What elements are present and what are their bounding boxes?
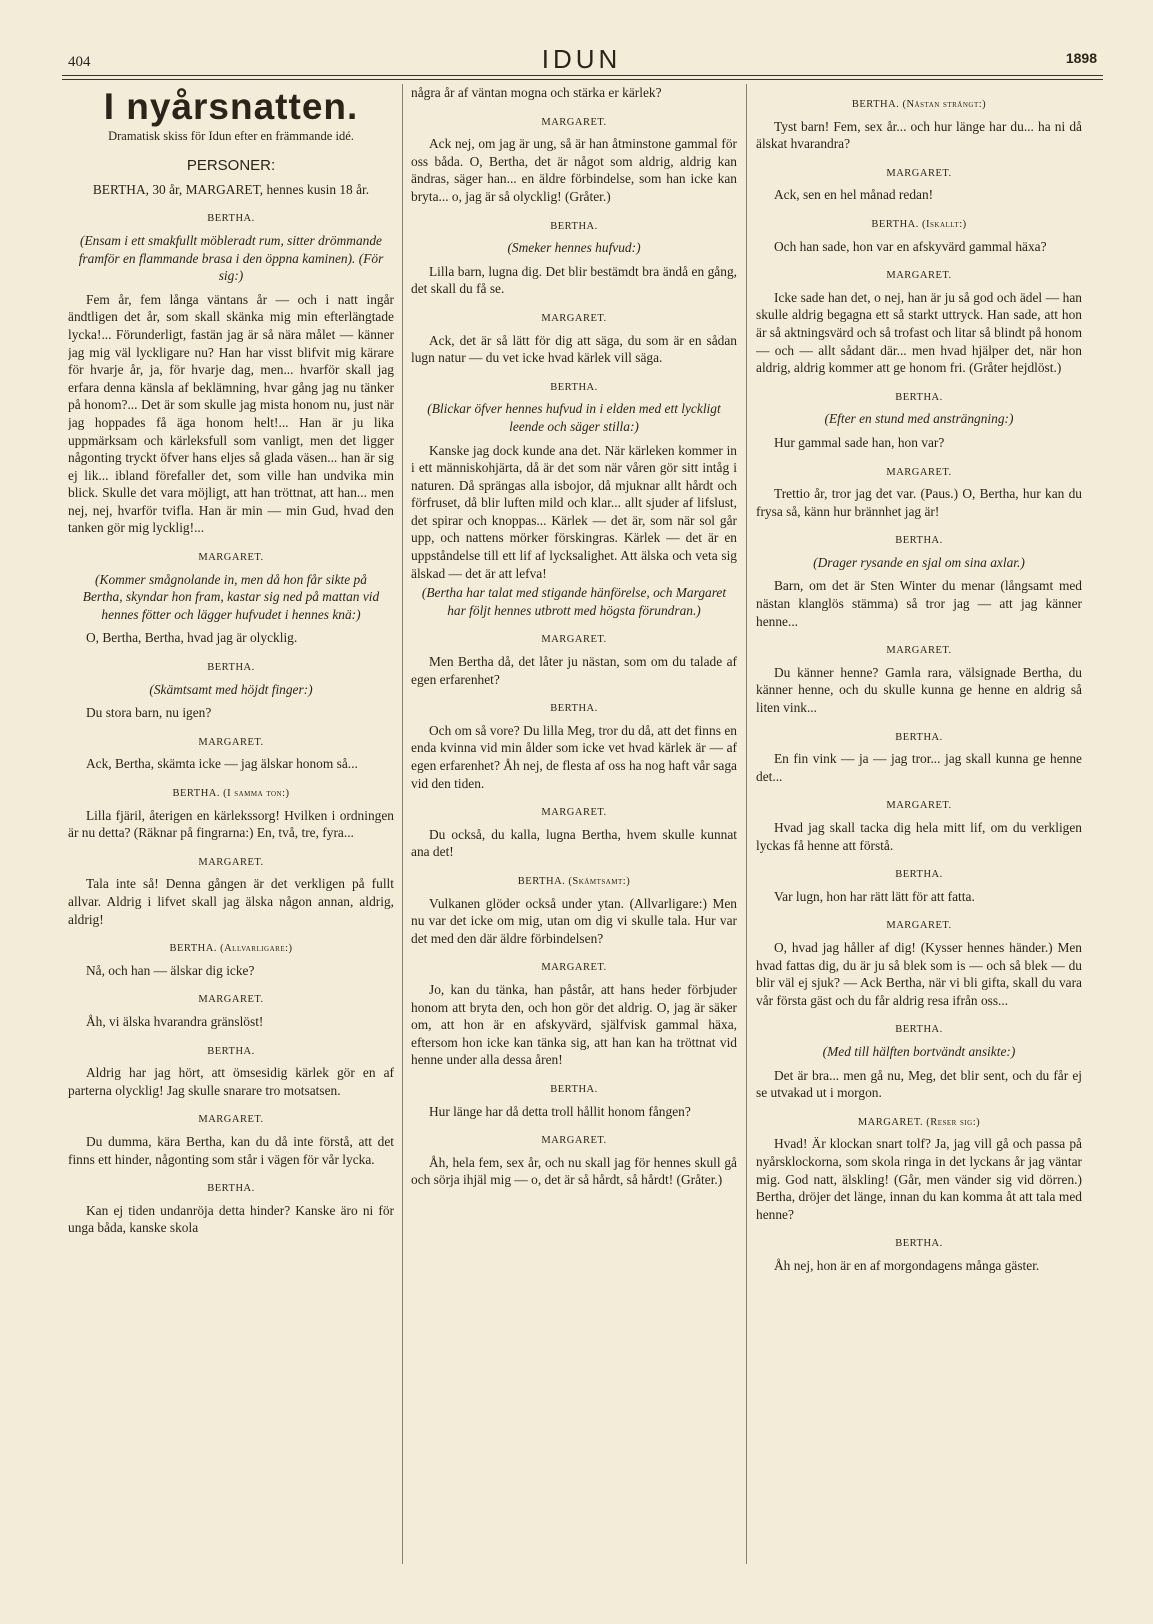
dialogue-paragraph: Tyst barn! Fem, sex år... och hur länge har du... ha ni då älskat hvarandra? bbox=[756, 118, 1082, 152]
speaker-label: MARGARET. bbox=[541, 312, 607, 324]
dialogue-paragraph: O, Bertha, Bertha, hvad jag är olycklig. bbox=[86, 630, 298, 646]
dialogue-paragraph: Trettio år, tror jag det var. (Paus.) O, Bertha, hur kan du frysa så, känn hur brännhet jag är! bbox=[756, 486, 1082, 519]
dialogue-paragraph: Hvad! Är klockan snart tolf? Ja, jag vill gå och passa på nyårsklockorna, som skola ringa in det lyckans år jag väntar mig. God natt, älskling! (Går, men vänder sig vid dörren.) Bertha, dröjer det länge, innan du kan komma åt att tala med henne? bbox=[756, 1136, 1082, 1222]
issue-year: 1898 bbox=[1065, 50, 1097, 66]
dialogue-paragraph: Tala inte så! Denna gången är det verkligen på fullt allvar. Aldrig i lifvet skall jag älska någon annan, aldrig, aldrig! bbox=[68, 876, 394, 927]
speaker-label: BERTHA. bbox=[895, 1238, 943, 1250]
speaker-label: BERTHA. bbox=[895, 731, 943, 743]
dialogue-paragraph: Kan ej tiden undanröja detta hinder? Kanske äro ni för unga båda, kanske skola bbox=[68, 1202, 394, 1236]
dialogue-paragraph: Ack nej, om jag är ung, så är han åtminstone gammal för oss båda. O, Bertha, det är något som aldrig, aldrig kan ändras, säger han... en äldre förbindelse, som han icke kan bryta... o, jag är så olycklig! (Gråter.) bbox=[411, 136, 737, 204]
dialogue-paragraph: Hur länge har då detta troll hållit honom fången? bbox=[429, 1103, 691, 1119]
column-1 bbox=[68, 84, 394, 1564]
dialogue-paragraph: Ack, det är så lätt för dig att säga, du som är en sådan lugn natur — du vet icke hvad kärlek vill säga. bbox=[411, 332, 737, 366]
dialogue-paragraph: Hur gammal sade han, hon var? bbox=[774, 434, 945, 450]
speaker-label: MARGARET. bbox=[541, 634, 607, 646]
speaker-label: MARGARET. bbox=[886, 167, 952, 179]
page-number: 404 bbox=[68, 54, 91, 70]
speaker-label: BERTHA. bbox=[207, 213, 255, 225]
dialogue-paragraph: Vulkanen glöder också under ytan. (Allvarligare:) Men nu var det icke om mig, utan om dig vi skulle tala. Hur var det med den där äldre förbindelsen? bbox=[411, 895, 737, 946]
speaker-label: MARGARET. (Reser sig:) bbox=[857, 1116, 981, 1128]
dialogue-paragraph: Nå, och han — älskar dig icke? bbox=[86, 962, 255, 978]
cast-list: BERTHA, 30 år, MARGARET, hennes kusin 18 år. bbox=[92, 181, 370, 197]
dialogue-paragraph: Åh, vi älska hvarandra gränslöst! bbox=[86, 1013, 264, 1029]
speaker-label: MARGARET. bbox=[541, 1135, 607, 1147]
dialogue-paragraph: Och han sade, hon var en afskyvärd gammal häxa? bbox=[774, 238, 1047, 254]
article-title: I nyårsnatten. bbox=[103, 86, 359, 127]
speaker-label: BERTHA. (Skämtsamt:) bbox=[517, 875, 631, 887]
dialogue-paragraph: Du stora barn, nu igen? bbox=[86, 705, 212, 721]
dialogue-paragraph: Icke sade han det, o nej, han är ju så god och ädel — han skulle aldrig begagna ett så starkt uttryck. Han sade, att hon är så aktningsvärd och så trofast och litar så blindt på honom — och — allt sådant där... men hvad hjälper det, när hon aldrig, aldrig kommer att ge honom fri. (Gråter hejdlöst.) bbox=[756, 289, 1082, 376]
speaker-label: BERTHA. bbox=[895, 535, 943, 547]
speaker-label: MARGARET. bbox=[198, 552, 264, 564]
masthead: IDUN bbox=[541, 44, 622, 74]
speaker-label: MARGARET. bbox=[198, 994, 264, 1006]
speaker-label: MARGARET. bbox=[886, 920, 952, 932]
dialogue-paragraph: Var lugn, hon har rätt lätt för att fatta. bbox=[774, 888, 975, 904]
dialogue-paragraph: Du dumma, kära Bertha, kan du då inte förstå, att det finns ett hinder, någonting som står i vägen för vår lycka. bbox=[68, 1133, 394, 1167]
header-rule-thin bbox=[62, 79, 1103, 80]
dialogue-paragraph: Men Bertha då, det låter ju nästan, som om du talade af egen erfarenhet? bbox=[411, 654, 737, 687]
dialogue-paragraph: Åh, hela fem, sex år, och nu skall jag för hennes skull gå och sörja ihjäl mig — o, det är så hårdt, så hårdt! (Gråter.) bbox=[411, 1154, 737, 1188]
dialogue-paragraph: Kanske jag dock kunde ana det. När kärleken kommer in i ett människohjärta, då är det som när våren gör sitt intåg i naturen. Då sprängas alla isbojor, då mjuknar allt hårdt och förfruset, då blir luften mild och klar... allt sjuder af lifslust, det spirar och knoppas... Kärlek — det är, som när sol går upp, och nattens mörker förskingras. Kärlek — det är en uppståndelse till ett lif af lycksalighet. Att älska och veta sig älskad — det är att lefva! bbox=[411, 442, 737, 581]
speaker-label: BERTHA. bbox=[895, 1024, 943, 1036]
stage-direction: (Ensam i ett smakfullt möbleradt rum, sitter drömmande framför en flammande brasa i den öppna kaminen). (För sig:) bbox=[78, 232, 384, 284]
speaker-label: BERTHA. (Iskallt:) bbox=[871, 218, 967, 230]
dialogue-paragraph: Jo, kan du tänka, han påstår, att hans heder förbjuder honom att bryta den, och hon gör det aldrig. O, jag är säker om, att hon är en afskyvärd, själfvisk gammal häxa, eftersom hon icke kan tänka sig, att han kan ha tröttnat vid henne under alla dessa åren! bbox=[411, 981, 737, 1068]
stage-direction: (Med till hälften bortvändt ansikte:) bbox=[822, 1043, 1016, 1059]
dialogue-paragraph: Fem år, fem långa väntans år — och i natt ingår ändtligen det år, som skall skänka mig min efterlängtade lycka!... Förunderligt, fastän jag är så nära målet — känner jag mig väl lyckligare nu? Han har visst blifvit mig kärare för hvarje år, ja, för hvarje dag, men... hvarför skall jag erfara denna känsla af beklämning, hvar gång jag nu tänker på honom?... Det är som skulle jag mista honom nu, just när jag hoppades få äga honom helt!... Han är ju lika uppmärksam och kärleksfull som vanligt, men det ligger någonting tryckt öfver hans eljes så glada väsen... han är sig ej lik... ibland förefaller det, som ville han undvika min blick. Skulle det vara möjligt, att han tröttnat, att han... men nej, nej, hvarför tvifla. Han är min — min Gud, hvad den tanken gör mig lycklig!... bbox=[68, 291, 394, 536]
speaker-label: MARGARET. bbox=[198, 856, 264, 868]
dialogue-paragraph: Du också, du kalla, lugna Bertha, hvem skulle kunnat ana det! bbox=[411, 826, 737, 860]
speaker-label: MARGARET. bbox=[198, 1114, 264, 1126]
column-divider bbox=[746, 84, 747, 1564]
column-2 bbox=[411, 84, 737, 1564]
page-header bbox=[60, 44, 1103, 74]
speaker-label: MARGARET. bbox=[886, 800, 952, 812]
speaker-label: BERTHA. bbox=[550, 703, 598, 715]
dialogue-paragraph: Det är bra... men gå nu, Meg, det blir sent, och du får ej se utvakad ut i morgon. bbox=[756, 1067, 1082, 1101]
speaker-label: BERTHA. (Nästan strängt:) bbox=[851, 99, 987, 110]
dialogue-paragraph: Lilla barn, lugna dig. Det blir bestämdt bra ändå en gång, det skall du få se. bbox=[411, 263, 737, 297]
article-subtitle: Dramatisk skiss för Idun efter en främmande idé. bbox=[108, 128, 354, 143]
dialogue-paragraph: Du känner henne? Gamla rara, välsignade Bertha, du känner henne, och du skulle kunna ge henne en aldrig så liten vink... bbox=[756, 664, 1082, 716]
speaker-label: BERTHA. (Allvarligare:) bbox=[169, 943, 293, 955]
stage-direction: (Efter en stund med ansträngning:) bbox=[824, 411, 1014, 427]
speaker-label: BERTHA. bbox=[550, 381, 598, 393]
speaker-label: MARGARET. bbox=[541, 962, 607, 974]
dialogue-paragraph: Barn, om det är Sten Winter du menar (långsamt med nästan klanglös stämma) så tror jag — att jag känner henne... bbox=[756, 578, 1082, 629]
dialogue-paragraph: Lilla fjäril, återigen en kärlekssorg! Hvilken i ordningen är nu detta? (Räknar på fingrarna:) En, två, tre, fyra... bbox=[68, 807, 394, 841]
column-1-body bbox=[68, 210, 394, 1237]
persons-heading: PERSONER: bbox=[186, 157, 276, 175]
speaker-label: BERTHA. bbox=[207, 1045, 255, 1057]
column-3 bbox=[756, 84, 1082, 1564]
speaker-label: BERTHA. bbox=[895, 869, 943, 881]
column-2-body bbox=[411, 84, 737, 1189]
dialogue-paragraph: Ack, Bertha, skämta icke — jag älskar honom så... bbox=[86, 756, 358, 772]
header-rule bbox=[62, 75, 1103, 76]
dialogue-paragraph: Ack, sen en hel månad redan! bbox=[774, 187, 934, 203]
speaker-label: BERTHA. bbox=[895, 391, 943, 403]
stage-direction: (Skämtsamt med höjdt finger:) bbox=[149, 681, 313, 697]
column-3-body bbox=[756, 96, 1082, 1274]
stage-direction: (Drager rysande en sjal om sina axlar.) bbox=[813, 554, 1025, 570]
speaker-label: BERTHA. bbox=[207, 1183, 255, 1195]
dialogue-paragraph: Åh nej, hon är en af morgondagens många gäster. bbox=[774, 1257, 1040, 1273]
dialogue-paragraph: Och om så vore? Du lilla Meg, tror du då, att det finns en enda kvinna vid min ålder som icke vet hvad kärlek är — af egen erfarenhet? Åh nej, de flesta af oss ha nog haft vår saga vid den tiden. bbox=[411, 722, 737, 791]
column-divider bbox=[402, 84, 403, 1564]
dialogue-paragraph: Aldrig har jag hört, att ömsesidig kärlek gör en af parterna olycklig! Jag skulle snarare tro motsatsen. bbox=[68, 1065, 394, 1098]
speaker-label: MARGARET. bbox=[541, 807, 607, 819]
speaker-label: MARGARET. bbox=[198, 736, 264, 748]
stage-direction: (Bertha har talat med stigande hänförelse, och Margaret har följt hennes utbrott med högsta förundran.) bbox=[421, 585, 727, 618]
speaker-label: BERTHA. bbox=[550, 1083, 598, 1095]
stage-direction: (Blickar öfver hennes hufvud in i elden med ett lyckligt leende och säger stilla:) bbox=[427, 401, 721, 434]
dialogue-paragraph: O, hvad jag håller af dig! (Kysser hennes händer.) Men hvad fattas dig, du är ju så blek som is — och så blek — du blir väl ej sjuk? — Ack Bertha, när vi bli gifta, skall du vara vår första gäst och du får aldrig resa ifrån oss... bbox=[756, 939, 1082, 1008]
dialogue-paragraph: En fin vink — ja — jag tror... jag skall kunna ge henne det... bbox=[756, 751, 1082, 784]
speaker-label: MARGARET. bbox=[886, 645, 952, 657]
speaker-label: MARGARET. bbox=[541, 116, 607, 128]
dialogue-paragraph: Hvad jag skall tacka dig hela mitt lif, om du verkligen lyckas få henne att förstå. bbox=[756, 820, 1082, 853]
speaker-label: MARGARET. bbox=[886, 270, 952, 282]
speaker-label: BERTHA. (I samma ton:) bbox=[172, 788, 290, 799]
speaker-label: BERTHA. bbox=[207, 662, 255, 674]
speaker-label: MARGARET. bbox=[886, 466, 952, 478]
speaker-label: BERTHA. bbox=[550, 220, 598, 232]
stage-direction: (Smeker hennes hufvud:) bbox=[507, 240, 641, 256]
stage-direction: (Kommer smågnolande in, men då hon får sikte på Bertha, skyndar hon fram, kastar sig ned på mattan vid hennes fötter och lägger hufvudet i hennes knä:) bbox=[82, 571, 380, 622]
dialogue-continued: några år af väntan mogna och stärka er kärlek? bbox=[411, 85, 662, 100]
